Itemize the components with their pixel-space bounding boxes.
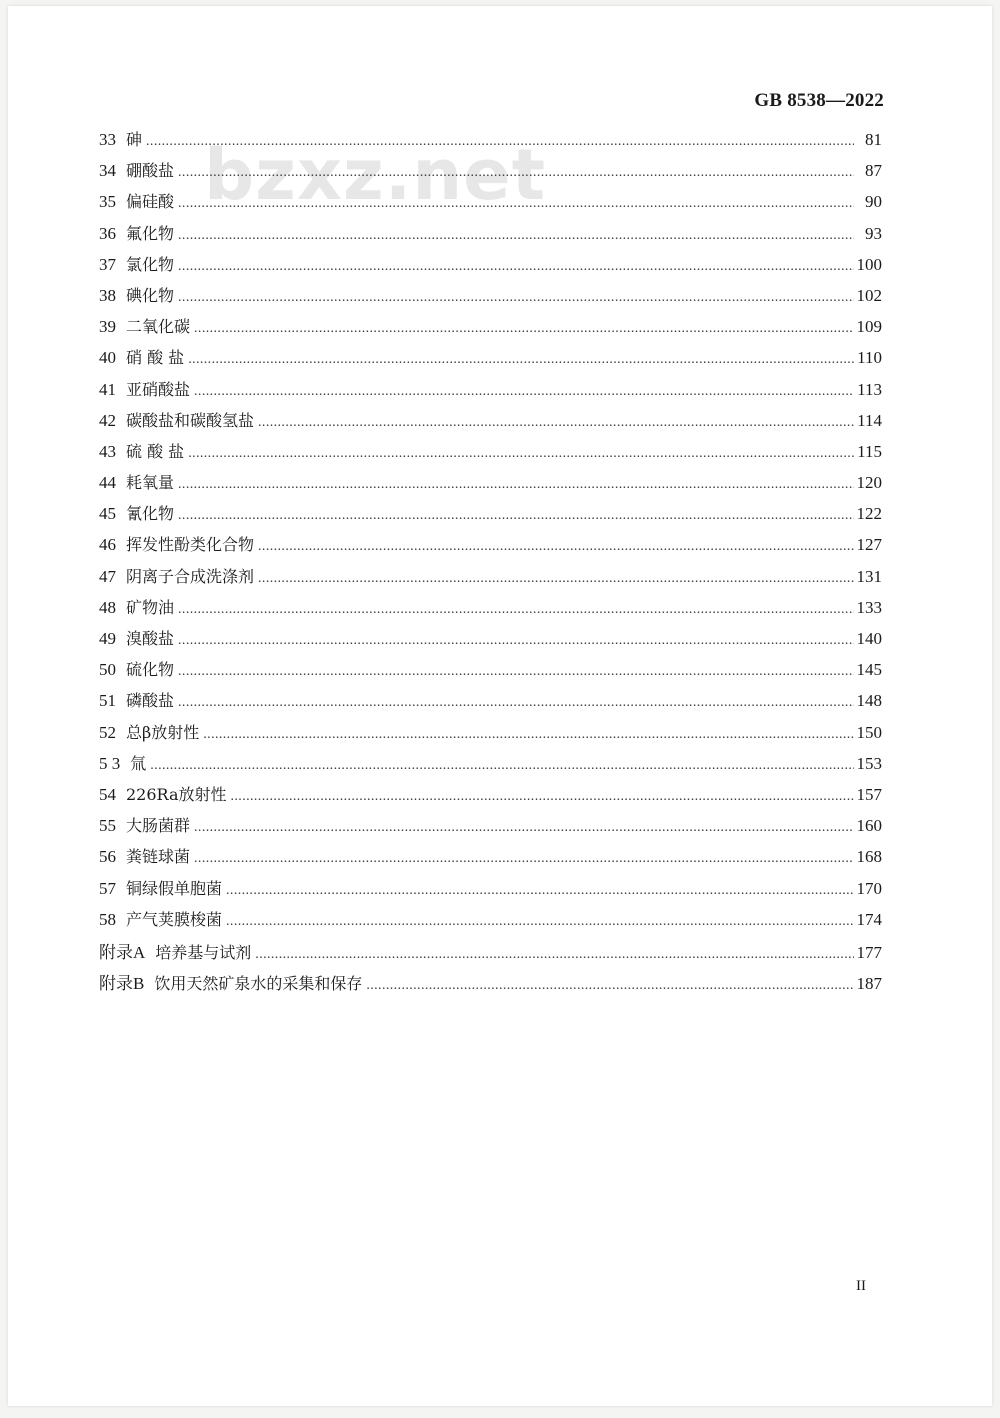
toc-entry-title: 硫化物 xyxy=(126,660,175,680)
toc-entry-number: 55 xyxy=(99,816,116,836)
toc-entry-title: 亚硝酸盐 xyxy=(126,379,191,399)
toc-entry-page: 140 xyxy=(856,629,882,648)
toc-leader-dots xyxy=(203,727,854,743)
toc-entry[interactable] xyxy=(99,657,882,688)
toc-entry-page: 87 xyxy=(865,161,882,181)
toc-entry-page: 174 xyxy=(856,909,882,929)
toc-entry-title: 硝 酸 盐 xyxy=(126,348,185,368)
toc-entry-page: 127 xyxy=(856,535,882,555)
toc-entry-title: 硼酸盐 xyxy=(126,161,175,181)
toc-entry-title: 氰化物 xyxy=(126,504,175,524)
toc-entry-number: 54 xyxy=(99,784,116,804)
toc-entry-number: 49 xyxy=(99,629,116,648)
toc-leader-dots xyxy=(178,695,854,711)
toc-entry-page: 157 xyxy=(856,784,882,804)
toc-entry[interactable] xyxy=(99,408,882,439)
toc-entry-number: 39 xyxy=(99,317,116,337)
toc-entry-page: 109 xyxy=(856,317,882,337)
toc-entry[interactable] xyxy=(99,751,882,782)
toc-entry[interactable] xyxy=(99,595,882,626)
toc-leader-dots xyxy=(226,883,854,899)
toc-entry-number: 38 xyxy=(99,285,116,305)
toc-entry-page: 133 xyxy=(856,597,882,617)
toc-entry[interactable] xyxy=(99,688,882,719)
toc-entry[interactable] xyxy=(99,377,882,408)
toc-leader-dots xyxy=(258,415,854,431)
toc-entry-title: 碘化物 xyxy=(126,285,175,305)
document-page xyxy=(8,6,992,1406)
toc-entry-title: 偏硅酸 xyxy=(126,192,175,212)
toc-entry-page: 90 xyxy=(865,192,882,212)
toc-entry-number: 附录A xyxy=(99,942,146,962)
toc-entry-page: 114 xyxy=(857,410,882,430)
watermark-text: bzxz.net xyxy=(204,134,547,216)
toc-entry-number: 附录B xyxy=(99,974,145,994)
toc-entry-page: 153 xyxy=(856,753,882,773)
toc-entry-number: 51 xyxy=(99,691,116,711)
toc-entry-page: 93 xyxy=(865,223,882,243)
toc-leader-dots xyxy=(194,384,854,400)
toc-entry-title: 碳酸盐和碳酸氢盐 xyxy=(126,410,255,430)
toc-leader-dots xyxy=(146,134,854,150)
toc-entry-title: 耗氧量 xyxy=(126,473,175,493)
toc-leader-dots xyxy=(255,947,854,963)
toc-leader-dots xyxy=(178,196,854,212)
toc-leader-dots xyxy=(231,789,855,805)
toc-entry-number: 45 xyxy=(99,504,116,524)
toc-leader-dots xyxy=(178,259,854,275)
toc-entry-number: 44 xyxy=(99,473,116,493)
toc-entry-page: 81 xyxy=(865,130,882,149)
toc-entry-page: 115 xyxy=(857,441,882,461)
toc-entry[interactable] xyxy=(99,969,882,1000)
toc-entry-number: 41 xyxy=(99,379,116,399)
toc-entry-page: 168 xyxy=(856,847,882,867)
toc-entry-title: 226Ra放射性 xyxy=(126,784,227,804)
toc-entry-title: 矿物油 xyxy=(126,597,175,617)
toc-entry[interactable] xyxy=(99,501,882,532)
toc-entry-title: 饮用天然矿泉水的采集和保存 xyxy=(154,974,363,994)
toc-leader-dots xyxy=(188,352,854,368)
toc-entry-title: 二氧化碳 xyxy=(126,317,191,337)
toc-entry-number: 58 xyxy=(99,909,116,929)
toc-entry[interactable] xyxy=(99,158,882,189)
toc-entry-title: 铜绿假单胞菌 xyxy=(126,878,223,898)
toc-entry-title: 粪链球菌 xyxy=(126,847,191,867)
toc-entry[interactable] xyxy=(99,345,882,376)
toc-entry-page: 160 xyxy=(856,816,882,836)
toc-entry[interactable] xyxy=(99,283,882,314)
toc-entry[interactable] xyxy=(99,720,882,751)
toc-entry-title: 产气荚膜梭菌 xyxy=(126,909,223,929)
toc-entry-title: 阴离子合成洗涤剂 xyxy=(126,566,255,586)
toc-entry-number: 33 xyxy=(99,130,116,149)
toc-entry-page: 150 xyxy=(856,722,882,742)
toc-entry[interactable] xyxy=(99,782,882,813)
toc-entry-title: 溴酸盐 xyxy=(126,629,175,648)
toc-leader-dots xyxy=(178,165,854,181)
toc-entry-page: 177 xyxy=(856,942,882,962)
toc-leader-dots xyxy=(226,914,854,930)
toc-leader-dots xyxy=(194,820,854,836)
toc-entry-title: 氟化物 xyxy=(126,223,175,243)
toc-entry-title: 砷 xyxy=(126,130,143,149)
toc-entry-title: 培养基与试剂 xyxy=(155,942,252,962)
toc-entry[interactable] xyxy=(99,907,882,938)
toc-entry-page: 145 xyxy=(856,660,882,680)
toc-entry[interactable] xyxy=(99,470,882,501)
toc-leader-dots xyxy=(150,758,854,774)
toc-leader-dots xyxy=(178,508,854,524)
toc-entry[interactable] xyxy=(99,564,882,595)
toc-leader-dots xyxy=(178,664,854,680)
toc-leader-dots xyxy=(366,978,854,994)
toc-entry[interactable] xyxy=(99,314,882,345)
toc-entry-number: 35 xyxy=(99,192,116,212)
toc-entry[interactable] xyxy=(99,844,882,875)
toc-leader-dots xyxy=(258,539,854,555)
toc-entry-number: 50 xyxy=(99,660,116,680)
toc-leader-dots xyxy=(188,446,854,462)
toc-entry-page: 170 xyxy=(856,878,882,898)
toc-entry-page: 148 xyxy=(856,691,882,711)
toc-entry-number: 56 xyxy=(99,847,116,867)
toc-entry-page: 120 xyxy=(856,473,882,493)
toc-entry-title: 硫 酸 盐 xyxy=(126,441,185,461)
toc-entry-page: 110 xyxy=(857,348,882,368)
toc-entry[interactable] xyxy=(99,532,882,563)
toc-entry-page: 113 xyxy=(857,379,882,399)
toc-leader-dots xyxy=(178,602,854,618)
toc-entry-number: 34 xyxy=(99,161,116,181)
toc-entry-number: 57 xyxy=(99,878,116,898)
toc-entry-number: 52 xyxy=(99,722,116,742)
toc-entry[interactable] xyxy=(99,938,882,969)
toc-leader-dots xyxy=(258,571,854,587)
toc-leader-dots xyxy=(178,633,854,649)
toc-entry-number: 5 3 xyxy=(99,753,121,773)
toc-entry[interactable] xyxy=(99,221,882,252)
toc-entry-number: 42 xyxy=(99,410,116,430)
toc-entry-title: 总β放射性 xyxy=(126,722,200,742)
toc-leader-dots xyxy=(194,321,854,337)
toc-entry-page: 122 xyxy=(856,504,882,524)
toc-entry-page: 102 xyxy=(856,285,882,305)
table-of-contents xyxy=(99,127,882,1000)
toc-entry[interactable] xyxy=(99,813,882,844)
toc-entry[interactable] xyxy=(99,127,882,158)
toc-entry-title: 氯化物 xyxy=(126,254,175,274)
toc-entry-number: 40 xyxy=(99,348,116,368)
toc-entry-title: 磷酸盐 xyxy=(126,691,175,711)
toc-entry-title: 挥发性酚类化合物 xyxy=(126,535,255,555)
toc-entry[interactable] xyxy=(99,252,882,283)
toc-entry-title: 氚 xyxy=(130,753,147,773)
toc-entry-number: 36 xyxy=(99,223,116,243)
toc-entry[interactable] xyxy=(99,876,882,907)
toc-entry-number: 37 xyxy=(99,254,116,274)
toc-entry[interactable] xyxy=(99,626,882,657)
toc-entry-page: 187 xyxy=(856,974,882,994)
toc-leader-dots xyxy=(194,851,854,867)
toc-entry-number: 47 xyxy=(99,566,116,586)
toc-leader-dots xyxy=(178,290,854,306)
standard-number: GB 8538—2022 xyxy=(754,90,884,111)
toc-leader-dots xyxy=(178,228,854,244)
toc-entry-page: 131 xyxy=(856,566,882,586)
toc-entry-title: 大肠菌群 xyxy=(126,816,191,836)
toc-entry-number: 46 xyxy=(99,535,116,555)
toc-entry[interactable] xyxy=(99,189,882,220)
page-number: II xyxy=(856,1278,866,1294)
toc-entry[interactable] xyxy=(99,439,882,470)
toc-entry-number: 48 xyxy=(99,597,116,617)
toc-entry-page: 100 xyxy=(856,254,882,274)
toc-entry-number: 43 xyxy=(99,441,116,461)
toc-leader-dots xyxy=(178,477,854,493)
